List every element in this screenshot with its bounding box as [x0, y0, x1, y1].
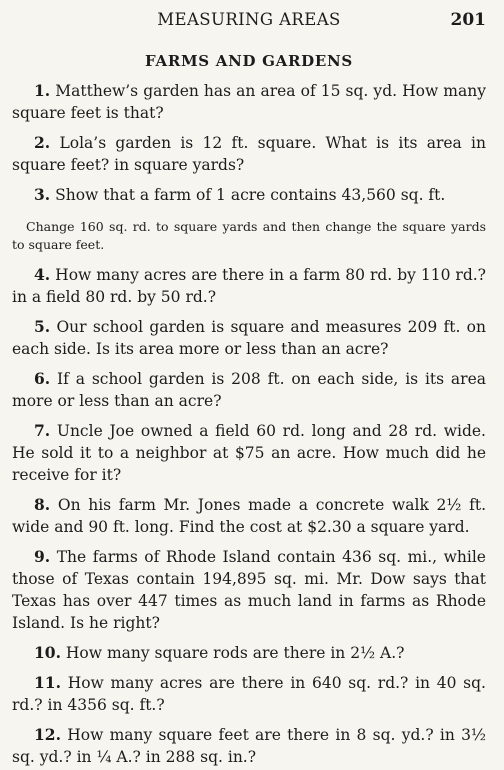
problem-9 [12, 546, 486, 634]
problem-3 [12, 184, 486, 206]
problem-2 [12, 132, 486, 176]
running-title: MEASURING AREAS [157, 10, 341, 29]
problem-text: On his farm Mr. Jones made a concrete walk 2½ ft. wide and 90 ft. long. Find the cost at $2.30 a square yard. [12, 496, 487, 536]
problem-number: 5. [34, 317, 51, 336]
problem-text: How many acres are there in a farm 80 rd. by 110 rd.? in a field 80 rd. by 50 rd.? [12, 266, 486, 306]
problem-10 [12, 642, 486, 664]
problem-4 [12, 264, 486, 308]
problem-text: Lola’s garden is 12 ft. square. What is its area in square feet? in square yards? [12, 134, 486, 174]
problem-text: The farms of Rhode Island contain 436 sq. mi., while those of Texas contain 194,895 sq. mi. Mr. Dow says that Texas has over 447 times as much land in farms as Rhode Island. Is he right? [12, 548, 486, 632]
hint-note: Change 160 sq. rd. to square yards and then change the square yards to square feet. [12, 219, 486, 252]
problem-11 [12, 672, 486, 716]
problem-text: Show that a farm of 1 acre contains 43,560 sq. ft. [55, 186, 446, 204]
problem-number: 11. [34, 673, 61, 692]
problem-number: 2. [34, 133, 51, 152]
problem-8 [12, 494, 486, 538]
problem-number: 4. [34, 265, 51, 284]
problem-text: How many square feet are there in 8 sq. yd.? in 3½ sq. yd.? in ¼ A.? in 288 sq. in.? [12, 726, 486, 766]
problem-number: 1. [34, 81, 51, 100]
problem-number: 7. [34, 421, 51, 440]
problem-number: 12. [34, 725, 61, 744]
problem-7 [12, 420, 486, 486]
problem-number: 9. [34, 547, 51, 566]
problem-number: 10. [34, 643, 61, 662]
problem-12 [12, 724, 486, 768]
page-number: 201 [450, 10, 486, 30]
problem-text: Matthew’s garden has an area of 15 sq. yd. How many square feet is that? [12, 82, 486, 122]
problem-text: How many acres are there in 640 sq. rd.? in 40 sq. rd.? in 4356 sq. ft.? [12, 674, 486, 714]
problem-number: 6. [34, 369, 51, 388]
problem-number: 3. [34, 185, 51, 204]
problem-5 [12, 316, 486, 360]
section-title: FARMS AND GARDENS [145, 52, 353, 70]
problem-text: How many square rods are there in 2½ A.? [65, 644, 405, 662]
problem-text: Uncle Joe owned a field 60 rd. long and 28 rd. wide. He sold it to a neighbor at $75 an acre. How much did he receive for it? [12, 422, 486, 484]
problem-1 [12, 80, 486, 124]
running-head [12, 8, 486, 34]
problem-6 [12, 368, 486, 412]
problem-text: If a school garden is 208 ft. on each side, is its area more or less than an acre? [12, 370, 486, 410]
problem-text: Our school garden is square and measures 209 ft. on each side. Is its area more or less than an acre? [12, 318, 486, 358]
problem-number: 8. [34, 495, 51, 514]
